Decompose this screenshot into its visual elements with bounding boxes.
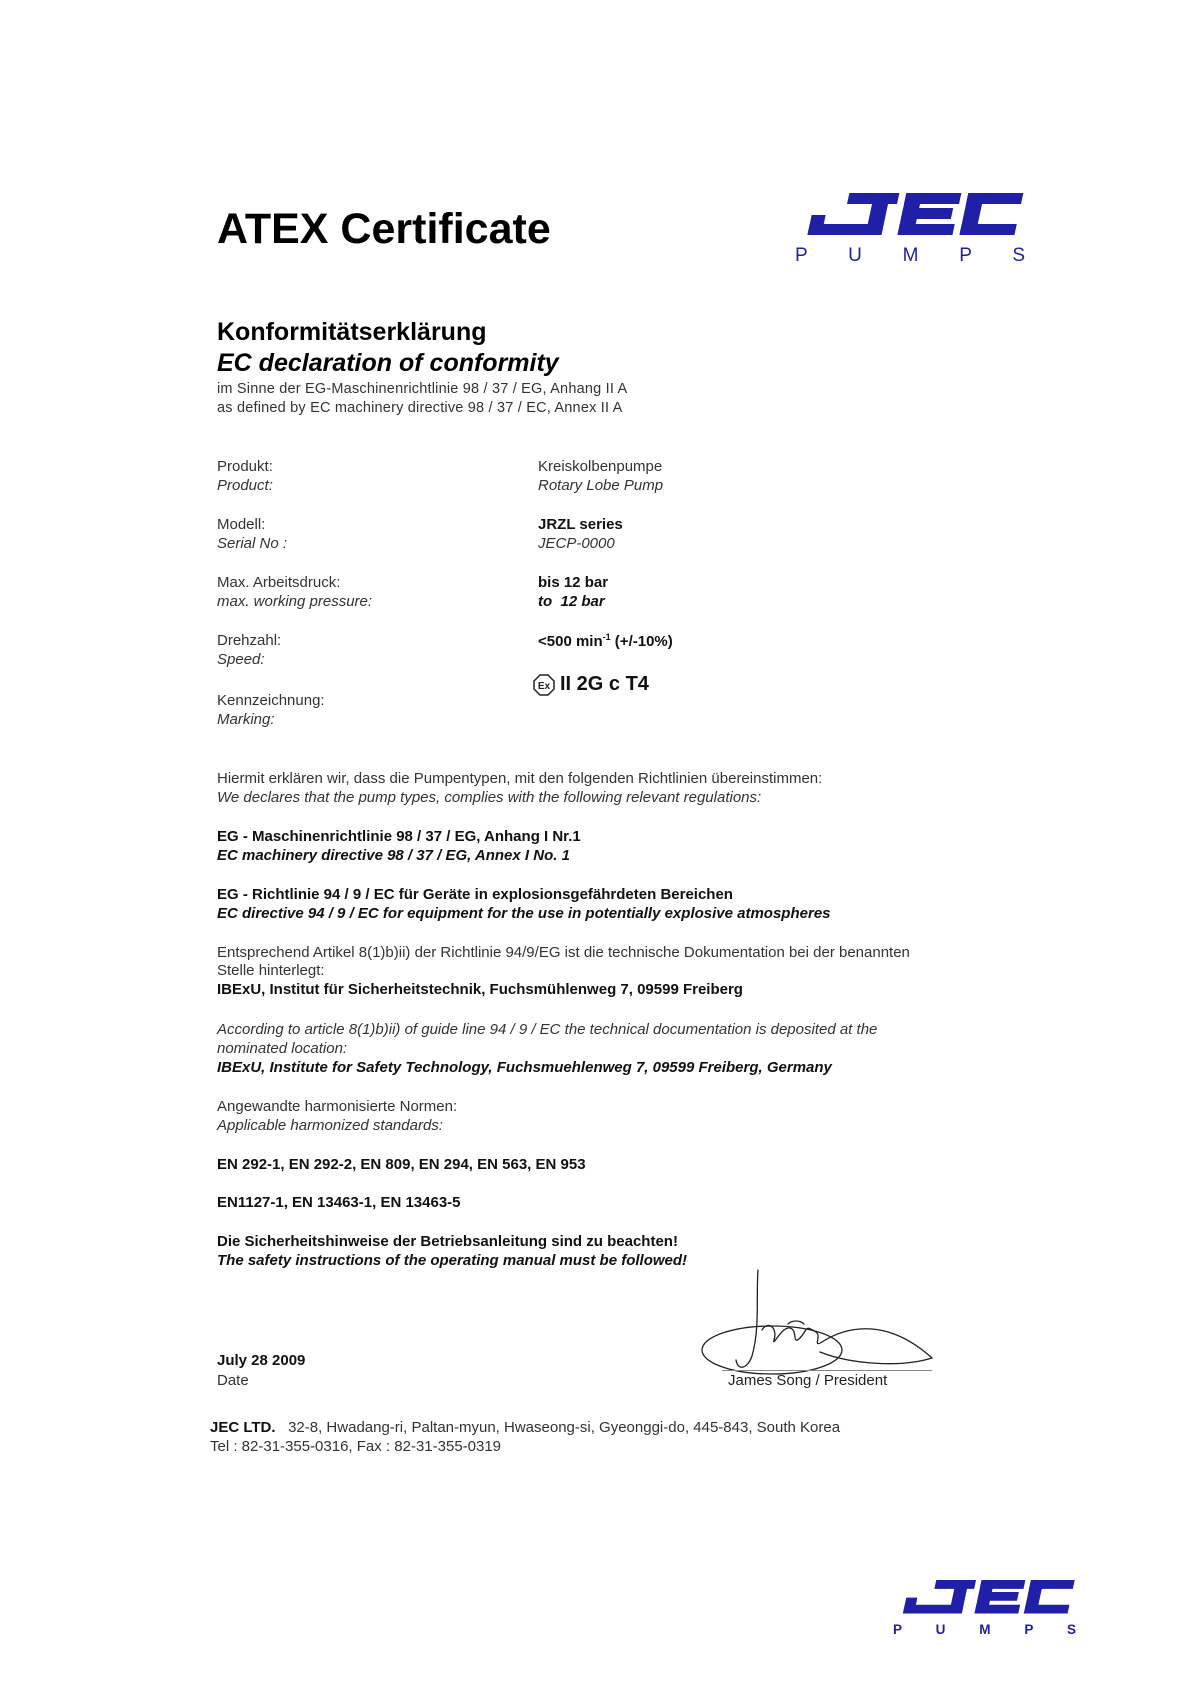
directive-2-en: EC directive 94 / 9 / EC for equipment for the use in potentially explosive atmospheres (217, 905, 831, 922)
marking-label-de: Kennzeichnung: (217, 692, 325, 709)
serial-label-en: Serial No : (217, 535, 288, 552)
product-label-en: Product: (217, 477, 273, 494)
declaration-title-de: Konformitätserklärung (217, 318, 487, 346)
model-value: JRZL series (538, 516, 623, 533)
product-value-de: Kreiskolbenpumpe (538, 458, 663, 475)
directive-2-de: EG - Richtlinie 94 / 9 / EC für Geräte in explosionsgefährdeten Bereichen (217, 886, 733, 903)
standards-list-1: EN 292-1, EN 292-2, EN 809, EN 294, EN 563, EN 953 (217, 1156, 586, 1173)
speed-label-en: Speed: (217, 651, 265, 668)
article-text-de-2: Stelle hinterlegt: (217, 962, 325, 979)
svg-text:Ex: Ex (537, 680, 551, 692)
signature-line (722, 1370, 932, 1371)
standards-list-2: EN1127-1, EN 13463-1, EN 13463-5 (217, 1194, 461, 1211)
jec-logo (893, 1577, 1076, 1642)
product-label-de: Produkt: (217, 458, 273, 475)
declaration-title-en: EC declaration of conformity (217, 349, 559, 377)
standards-label-en: Applicable harmonized standards: (217, 1117, 443, 1134)
safety-note-de: Die Sicherheitshinweise der Betriebsanleitung sind zu beachten! (217, 1233, 678, 1250)
svg-text:P U M P S: P U M P S (893, 1622, 1076, 1638)
institute-de: IBExU, Institut für Sicherheitstechnik, Fuchsmühlenweg 7, 09599 Freiberg (217, 981, 743, 998)
directive-1-en: EC machinery directive 98 / 37 / EG, Annex I No. 1 (217, 847, 570, 864)
declaration-subtitle-de: im Sinne der EG-Maschinenrichtlinie 98 / 37 / EG, Anhang II A (217, 381, 628, 397)
pressure-value-de: bis 12 bar (538, 574, 609, 591)
article-text-en-1: According to article 8(1)b)ii) of guide line 94 / 9 / EC the technical documentation is deposited at the (217, 1021, 878, 1038)
pressure-label-de: Max. Arbeitsdruck: (217, 574, 341, 591)
article-text-de-1: Entsprechend Artikel 8(1)b)ii) der Richtlinie 94/9/EG ist die technische Dokumentation bei der benannten (217, 944, 910, 961)
ex-atex-icon (533, 674, 555, 696)
pressure-label-en: max. working pressure: (217, 593, 373, 610)
signer-name: James Song / President (728, 1372, 888, 1389)
footer-contact: Tel : 82-31-355-0316, Fax : 82-31-355-0319 (210, 1438, 502, 1455)
page-title: ATEX Certificate (217, 205, 551, 253)
product-value-en: Rotary Lobe Pump (538, 477, 664, 494)
safety-note-en: The safety instructions of the operating manual must be followed! (217, 1252, 688, 1269)
serial-value: JECP-0000 (538, 535, 615, 552)
article-text-en-2: nominated location: (217, 1040, 348, 1057)
declare-text-de: Hiermit erklären wir, dass die Pumpentypen, mit den folgenden Richtlinien übereinstimmen: (217, 770, 823, 787)
marking-label-en: Marking: (217, 711, 275, 728)
pressure-value-en: to 12 bar (538, 593, 605, 610)
date-value: July 28 2009 (217, 1352, 306, 1369)
institute-en: IBExU, Institute for Safety Technology, Fuchsmuehlenweg 7, 09599 Freiberg, Germany (217, 1059, 832, 1076)
model-label-de: Modell: (217, 516, 266, 533)
declaration-subtitle-en: as defined by EC machinery directive 98 / 37 / EC, Annex II A (217, 400, 623, 416)
declare-text-en: We declares that the pump types, complies with the following relevant regulations: (217, 789, 762, 806)
svg-text:P U M P S: P U M P S (795, 245, 1025, 266)
date-label: Date (217, 1372, 249, 1389)
signature-image (700, 1268, 940, 1378)
marking-value: Ex II 2G c T4 (533, 673, 649, 696)
footer-address: JEC LTD. 32-8, Hwadang-ri, Paltan-myun, Hwaseong-si, Gyeonggi-do, 445-843, South Korea (210, 1419, 841, 1436)
standards-label-de: Angewandte harmonisierte Normen: (217, 1098, 458, 1115)
speed-label-de: Drehzahl: (217, 632, 282, 649)
speed-value: <500 $\min^{-1} (+/-10\%)$ (538, 632, 673, 650)
directive-1-de: EG - Maschinenrichtlinie 98 / 37 / EG, Anhang I Nr.1 (217, 828, 581, 845)
jec-logo (795, 190, 1025, 270)
